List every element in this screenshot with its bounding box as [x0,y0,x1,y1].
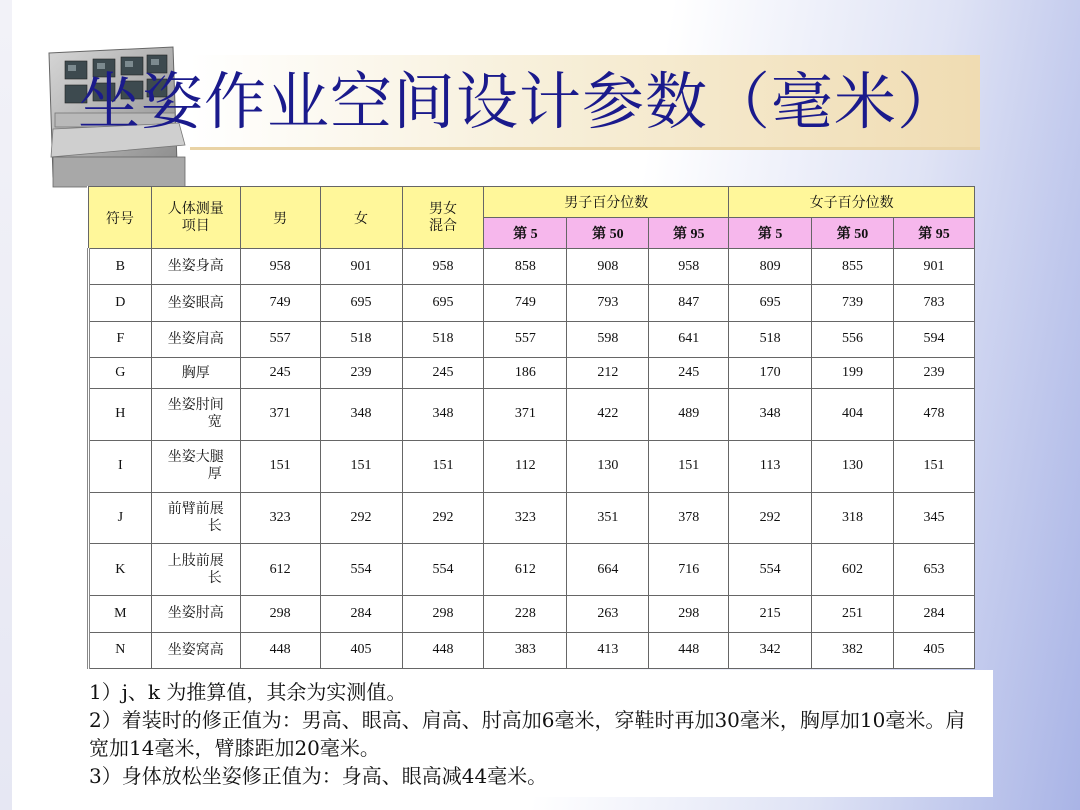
item-name-cell [151,321,240,357]
value-cell: 653 [894,544,975,596]
value-cell: 151 [320,440,402,492]
value-cell: 557 [240,321,320,357]
symbol-cell: H [89,388,152,440]
symbol-cell: B [89,249,152,285]
value-cell: 112 [484,440,567,492]
item-name-part: 坐姿眼高 [167,294,224,311]
item-name-part: 坐姿肘高 [167,605,224,622]
table-row [89,440,975,492]
value-cell: 404 [812,388,894,440]
symbol-cell: J [89,492,152,544]
table-row [89,544,975,596]
value-cell: 556 [812,321,894,357]
value-cell: 298 [240,596,320,632]
item-name-part: 长 [207,569,222,586]
value-cell: 695 [320,285,402,321]
note-3: 3）身体放松坐姿修正值为：身高、眼高减44毫米。 [89,764,548,788]
value-cell: 284 [320,596,402,632]
value-cell: 342 [729,632,812,668]
value-cell: 901 [320,249,402,285]
item-name-cell [151,596,240,632]
value-cell: 378 [649,492,729,544]
header-female-p50: 第 50 [812,218,894,249]
value-cell: 518 [402,321,484,357]
value-cell: 554 [320,544,402,596]
value-cell: 239 [894,358,975,389]
value-cell: 695 [729,285,812,321]
item-name-cell [151,440,240,492]
value-cell: 245 [402,358,484,389]
value-cell: 749 [240,285,320,321]
value-cell: 284 [894,596,975,632]
item-name-part: 厚 [207,466,222,483]
data-table-container [87,186,975,669]
value-cell: 413 [567,632,649,668]
value-cell: 612 [484,544,567,596]
table-row [89,321,975,357]
value-cell: 170 [729,358,812,389]
value-cell: 151 [240,440,320,492]
value-cell: 405 [320,632,402,668]
value-cell: 855 [812,249,894,285]
value-cell: 448 [649,632,729,668]
value-cell: 199 [812,358,894,389]
value-cell: 228 [484,596,567,632]
item-name-cell [151,492,240,544]
value-cell: 151 [402,440,484,492]
value-cell: 557 [484,321,567,357]
table-body [89,249,975,669]
value-cell: 298 [402,596,484,632]
value-cell: 901 [894,249,975,285]
header-female-p5: 第 5 [729,218,812,249]
table-row [89,358,975,389]
table-row [89,492,975,544]
header-male-percentile: 男子百分位数 [484,187,729,218]
header-female: 女 [320,187,402,249]
value-cell: 749 [484,285,567,321]
header-male: 男 [240,187,320,249]
item-name-part: 坐姿窝高 [167,641,224,658]
value-cell: 130 [812,440,894,492]
value-cell: 245 [649,358,729,389]
item-name-part: 长 [207,517,222,534]
value-cell: 245 [240,358,320,389]
value-cell: 448 [240,632,320,668]
value-cell: 664 [567,544,649,596]
symbol-cell: G [89,358,152,389]
item-name-cell [151,285,240,321]
header-symbol: 符号 [89,187,152,249]
symbol-cell: K [89,544,152,596]
table-row [89,249,975,285]
value-cell: 847 [649,285,729,321]
item-name-cell [151,358,240,389]
table-row [89,632,975,668]
value-cell: 323 [484,492,567,544]
item-name-part: 坐姿肩高 [167,330,224,347]
table-row [89,596,975,632]
value-cell: 958 [240,249,320,285]
symbol-cell: N [89,632,152,668]
value-cell: 292 [729,492,812,544]
value-cell: 958 [649,249,729,285]
header-item: 人体测量项目 [151,187,240,249]
header-male-p50: 第 50 [567,218,649,249]
value-cell: 113 [729,440,812,492]
item-name-part: 坐姿肘间 [167,397,224,414]
symbol-cell: I [89,440,152,492]
value-cell: 641 [649,321,729,357]
value-cell: 186 [484,358,567,389]
value-cell: 348 [729,388,812,440]
header-female-p95: 第 95 [894,218,975,249]
notes-box [75,670,993,797]
value-cell: 348 [402,388,484,440]
value-cell: 251 [812,596,894,632]
value-cell: 793 [567,285,649,321]
value-cell: 598 [567,321,649,357]
value-cell: 212 [567,358,649,389]
value-cell: 239 [320,358,402,389]
item-name-cell [151,249,240,285]
header-mixed: 男女混合 [402,187,484,249]
header-male-p5: 第 5 [484,218,567,249]
item-name-cell [151,632,240,668]
item-name-cell [151,388,240,440]
note-2: 2）着装时的修正值为：男高、眼高、肩高、肘高加6毫米，穿鞋时再加30毫米，胸厚加10毫米。肩宽加14毫米，臂膝距加20毫米。 [89,708,966,760]
value-cell: 422 [567,388,649,440]
item-name-part: 上肢前展 [167,552,224,569]
value-cell: 695 [402,285,484,321]
table-row [89,285,975,321]
value-cell: 318 [812,492,894,544]
value-cell: 554 [402,544,484,596]
value-cell: 908 [567,249,649,285]
item-name-part: 坐姿大腿 [167,449,224,466]
value-cell: 448 [402,632,484,668]
value-cell: 263 [567,596,649,632]
value-cell: 151 [649,440,729,492]
title-underline [190,147,980,150]
table-row [89,388,975,440]
parameter-table [87,186,975,669]
value-cell: 716 [649,544,729,596]
value-cell: 383 [484,632,567,668]
value-cell: 554 [729,544,812,596]
left-decor-strip [0,0,12,810]
item-name-part: 宽 [207,414,222,431]
value-cell: 323 [240,492,320,544]
value-cell: 858 [484,249,567,285]
value-cell: 739 [812,285,894,321]
value-cell: 351 [567,492,649,544]
item-name-part: 坐姿身高 [167,258,224,275]
value-cell: 478 [894,388,975,440]
value-cell: 382 [812,632,894,668]
value-cell: 809 [729,249,812,285]
value-cell: 298 [649,596,729,632]
value-cell: 292 [402,492,484,544]
value-cell: 371 [240,388,320,440]
value-cell: 518 [729,321,812,357]
symbol-cell: D [89,285,152,321]
value-cell: 292 [320,492,402,544]
value-cell: 130 [567,440,649,492]
symbol-cell: F [89,321,152,357]
value-cell: 405 [894,632,975,668]
value-cell: 215 [729,596,812,632]
header-female-percentile: 女子百分位数 [729,187,975,218]
item-name-part: 前臂前展 [167,500,224,517]
value-cell: 594 [894,321,975,357]
header-male-p95: 第 95 [649,218,729,249]
symbol-cell: M [89,596,152,632]
item-name-part: 胸厚 [181,364,210,381]
value-cell: 345 [894,492,975,544]
note-1: 1）j、k 为推算值，其余为实测值。 [89,680,407,704]
value-cell: 151 [894,440,975,492]
value-cell: 783 [894,285,975,321]
value-cell: 612 [240,544,320,596]
value-cell: 371 [484,388,567,440]
item-name-cell [151,544,240,596]
value-cell: 518 [320,321,402,357]
value-cell: 958 [402,249,484,285]
value-cell: 348 [320,388,402,440]
page-title: 坐姿作业空间设计参数（毫米） [78,65,961,138]
value-cell: 489 [649,388,729,440]
value-cell: 602 [812,544,894,596]
